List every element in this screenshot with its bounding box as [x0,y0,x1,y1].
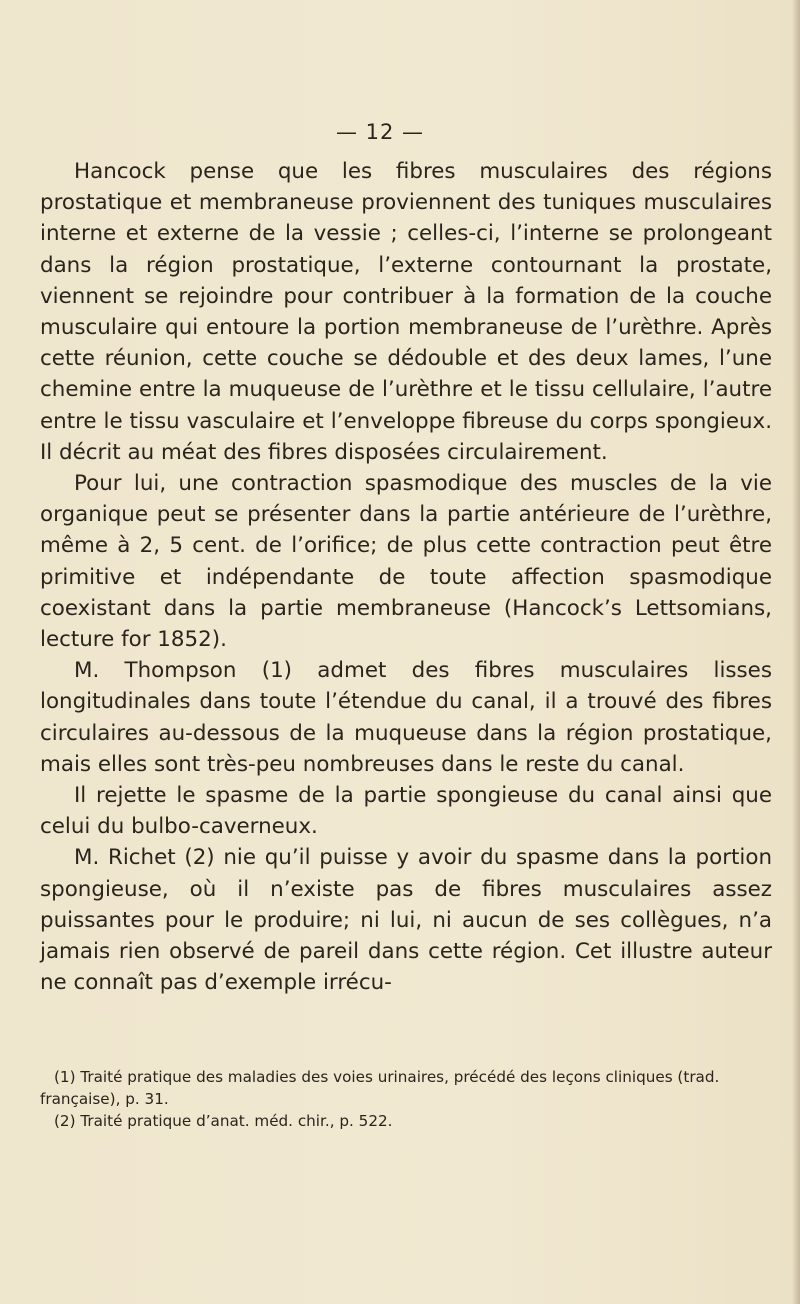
paragraph-spasmodic-contraction: Pour lui, une contraction spasmodique des muscles de la vie organique peut se présenter dans la partie antérieure de l’urèthre, même à 2, 5 cent. de l’orifice; de plus cette contraction peut être primitive et indépendante de toute affection spasmodique coexistant dans la partie membraneuse (Hancock’s Lettsomians, lecture for 1852). [40,471,772,653]
paragraph-thompson: M. Thompson (1) admet des fibres musculaires lisses longitudinales dans toute l’étendue du canal, il a trouvé des fibres circulaires au-dessous de la muqueuse dans la région prostatique, mais elles sont très-peu nombreuses dans le reste du canal. [40,658,772,777]
paragraph-richet: M. Richet (2) nie qu’il puisse y avoir du spasme dans la portion spongieuse, où il n’existe pas de fibres musculaires assez puissantes pour le produire; ni lui, ni aucun de ses collègues, n’a jamais rien observé de pareil dans cette région. Cet illustre auteur ne connaît pas d’exemple irrécu- [40,845,772,996]
body-text [40,156,772,998]
footnote-2: (2) Traité pratique d’anat. méd. chir., p. 522. [54,1112,393,1130]
paragraph-hancock-fibres: Hancock pense que les fibres musculaires des régions prostatique et membraneuse proviennent des tuniques musculaires interne et externe de la vessie ; celles-ci, l’interne se prolongeant dans la région prostatique, l’externe contournant la prostate, viennent se rejoindre pour contribuer à la formation de la couche musculaire qui entoure la portion membraneuse de l’urèthre. Après cette réunion, cette couche se dédouble et des deux lames, l’une chemine entre la muqueuse de l’urèthre et le tissu cellulaire, l’autre entre le tissu vasculaire et l’enveloppe fibreuse du corps spongieux. Il décrit au méat des fibres disposées circulairement. [40,159,772,465]
page-edge-shadow [792,0,800,1304]
footnote-1: (1) Traité pratique des maladies des voies urinaires, précédé des leçons cliniques (trad. française), p. 31. [40,1068,720,1108]
paragraph-spasm-rejection: Il rejette le spasme de la partie spongieuse du canal ainsi que celui du bulbo-caverneux. [40,783,772,840]
footnotes [40,1066,780,1132]
page-number: — 12 — [335,120,425,144]
